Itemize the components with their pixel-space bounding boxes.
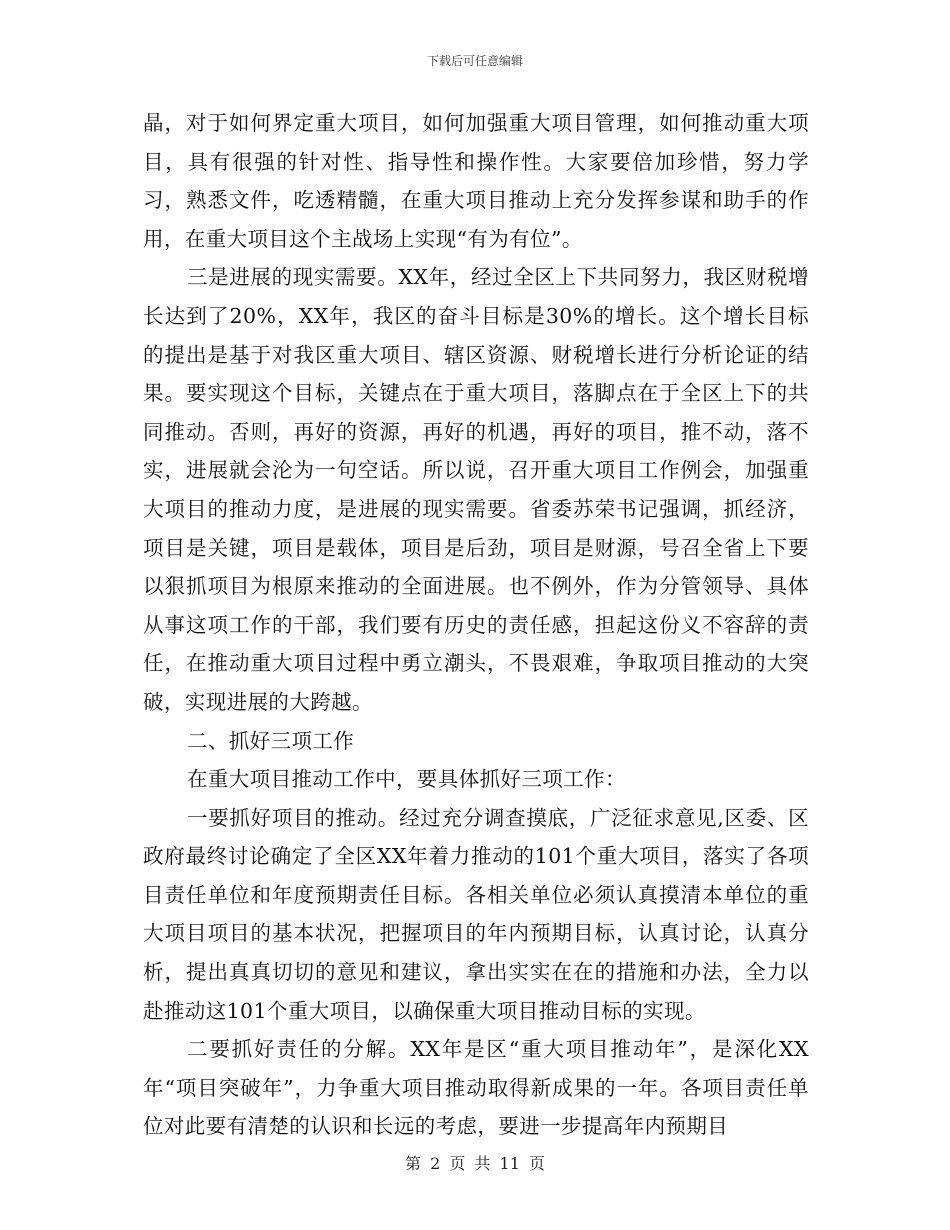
document-body xyxy=(143,104,809,1146)
section-heading: 二、抓好三项工作 xyxy=(187,728,355,753)
page-number: 第 2 页 共 11 页 xyxy=(405,1154,545,1173)
paragraph: 在重大项目推动工作中，要具体抓好三项工作： xyxy=(187,767,626,792)
paragraph: 一要抓好项目的推动。经过充分调查摸底，广泛征求意见,区委、区政府最终讨论确定了全区XX年着力推动的101个重大项目，落实了各项目责任单位和年度预期责任目标。各相关单位必须认真摸清本单位的重大项目项目的基本状况，把握项目的年内预期目标，认真讨论，认真分析，提出真真切切的意见和建议，拿出实实在在的措施和办法，全力以赴推动这101个重大项目，以确保重大项目推动目标的实现。 xyxy=(143,805,809,1023)
paragraph: 三是进展的现实需要。XX年，经过全区上下共同努力，我区财税增长达到了20%，XX年，我区的奋斗目标是30%的增长。这个增长目标的提出是基于对我区重大项目、辖区资源、财税增长进行分析论证的结果。要实现这个目标，关键点在于重大项目，落脚点在于全区上下的共同推动。否则，再好的资源，再好的机遇，再好的项目，推不动，落不实，进展就会沦为一句空话。所以说，召开重大项目工作例会，加强重大项目的推动力度，是进展的现实需要。省委苏荣书记强调，抓经济，项目是关键，项目是载体，项目是后劲，项目是财源，号召全省上下要以狠抓项目为根原来推动的全面进展。也不例外，作为分管领导、具体从事这项工作的干部，我们要有历史的责任感，担起这份义不容辞的责任，在推动重大项目过程中勇立潮头，不畏艰难，争取项目推动的大突破，实现进展的大跨越。 xyxy=(143,265,810,714)
page-header: 下载后可任意编辑 xyxy=(426,54,523,68)
paragraph: 二要抓好责任的分解。XX年是区“重大项目推动年”，是深化XX年“项目突破年”，力争重大项目推动取得新成果的一年。各项目责任单位对此要有清楚的认识和长远的考虑，要进一步提高年内预期目 xyxy=(143,1037,809,1139)
paragraph: 晶，对于如何界定重大项目，如何加强重大项目管理，如何推动重大项目，具有很强的针对性、指导性和操作性。大家要倍加珍惜，努力学习，熟悉文件，吃透精髓，在重大项目推动上充分发挥参谋和助手的作用，在重大项目这个主战场上实现“有为有位”。 xyxy=(143,111,809,251)
